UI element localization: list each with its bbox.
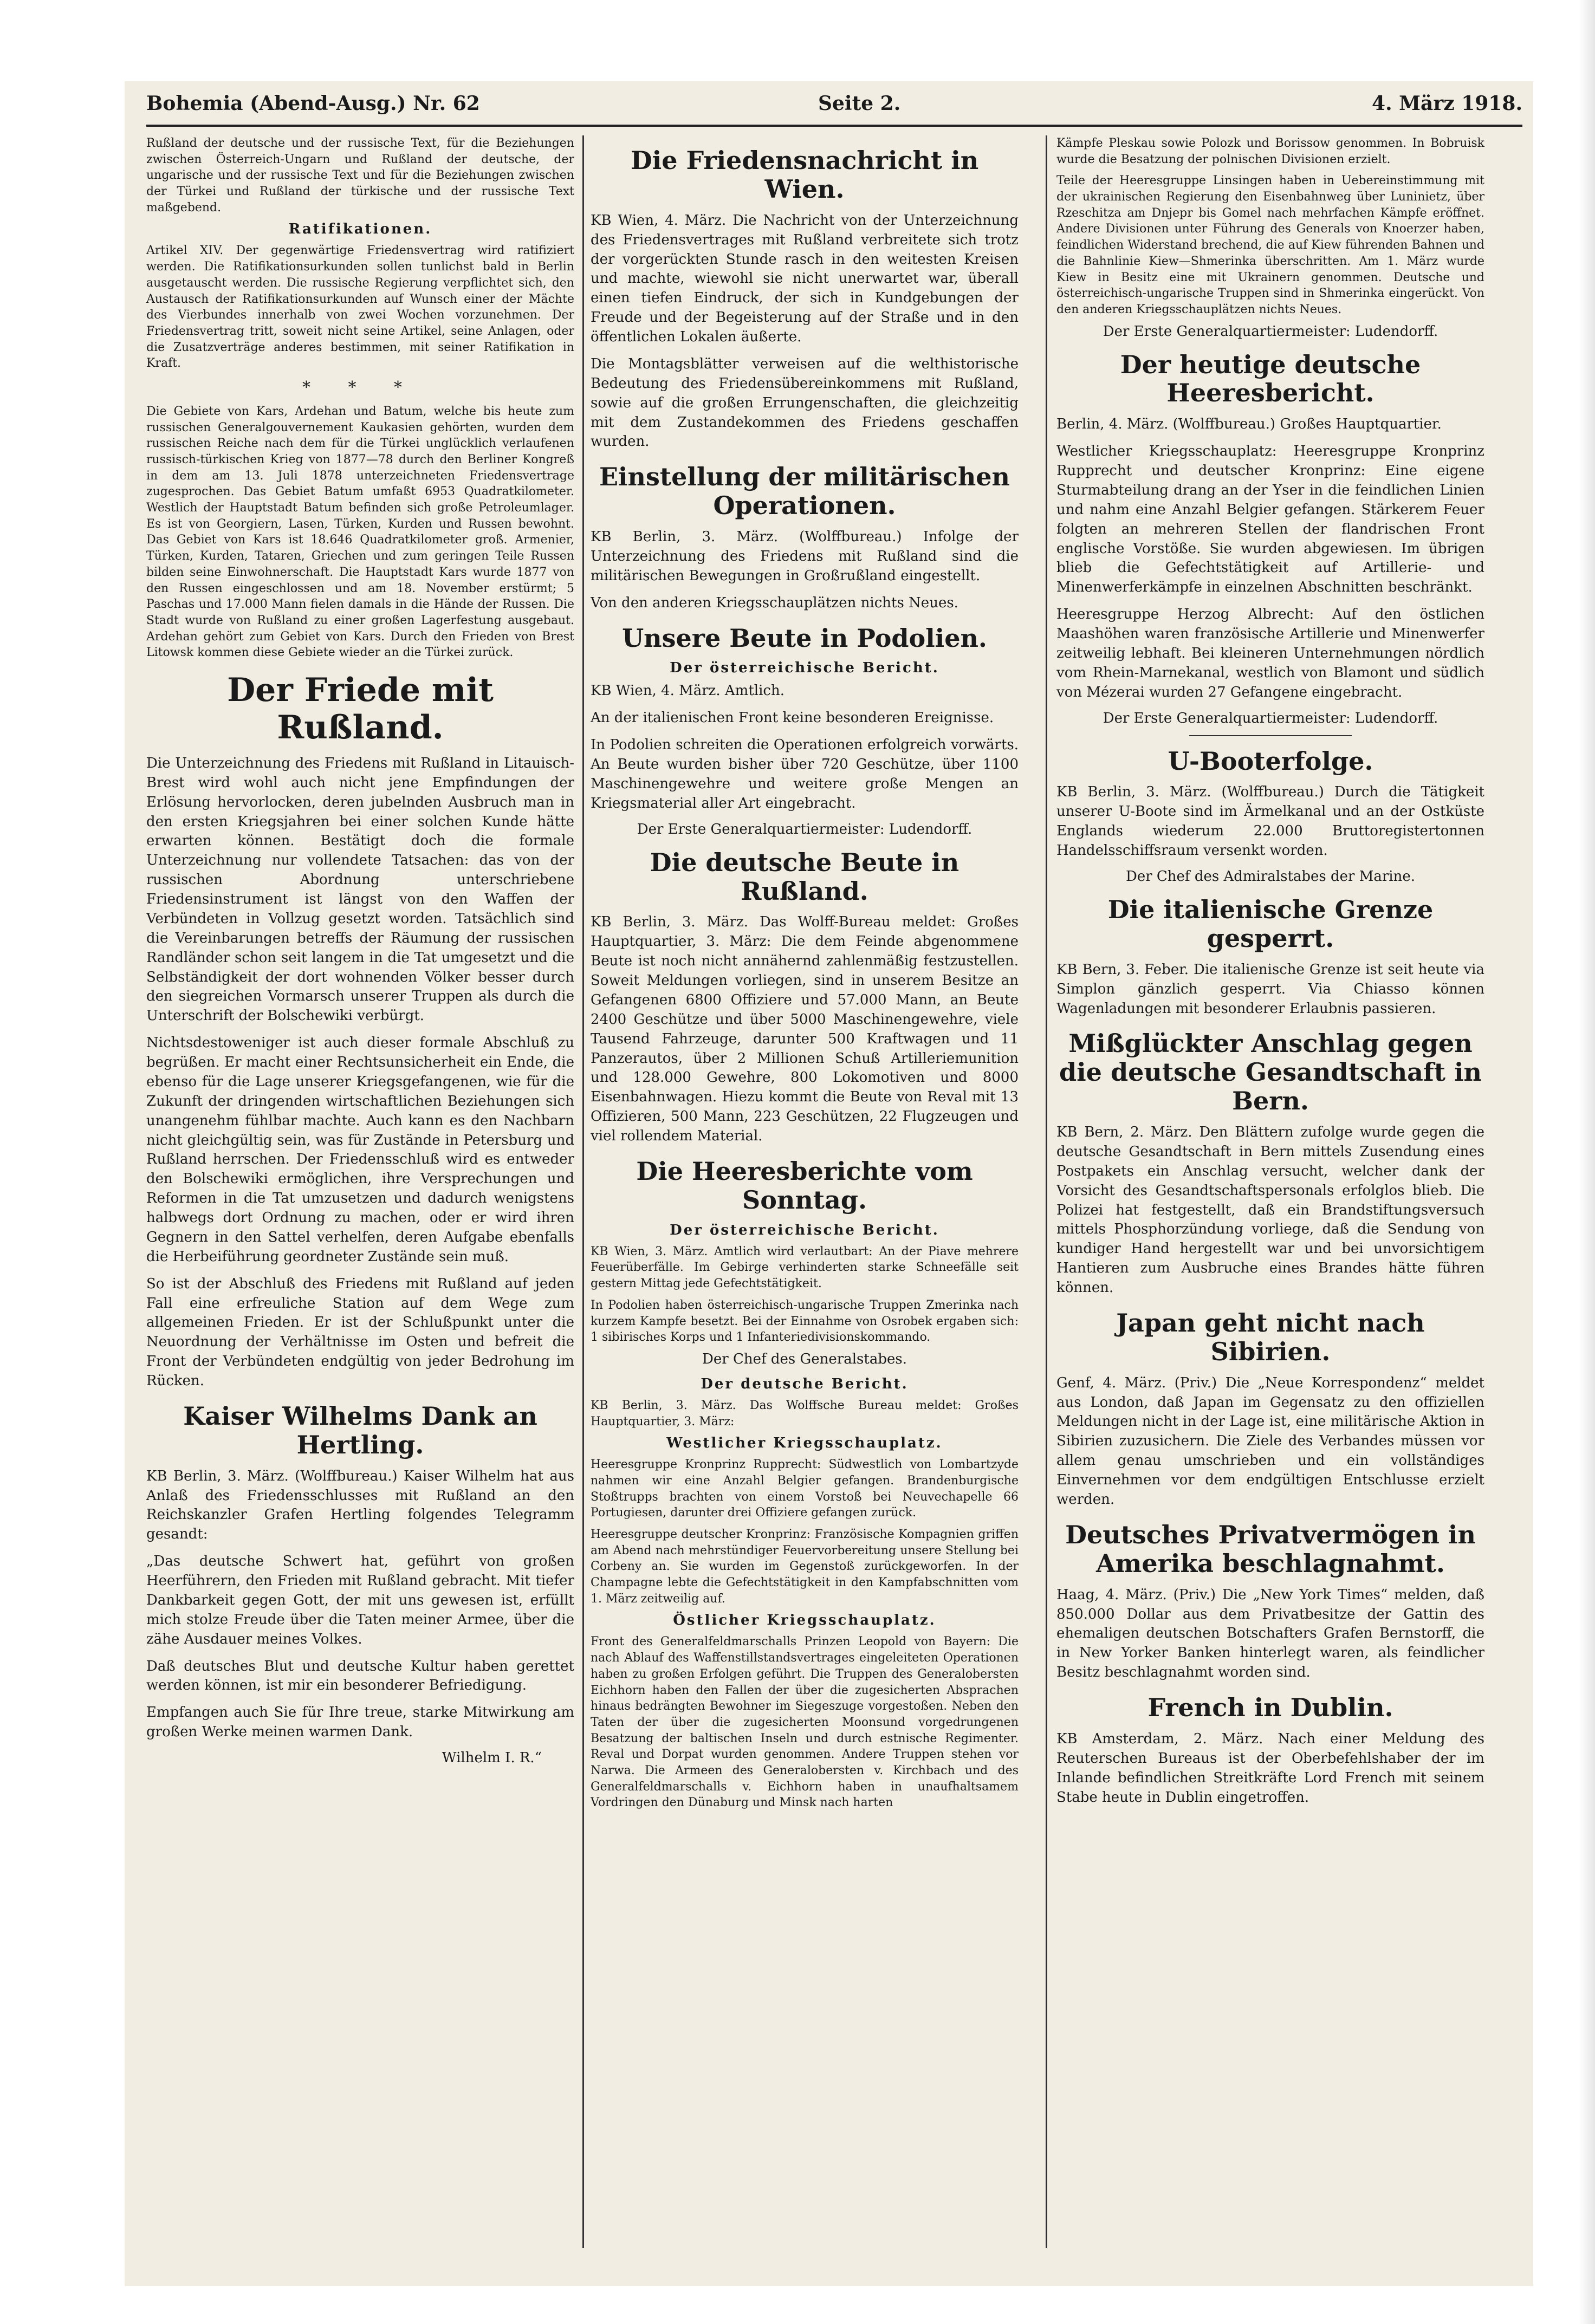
section-subheading: Östlicher Kriegsschauplatz. bbox=[673, 1612, 936, 1629]
article-headline: Mißglückter Anschlag gegen die deutsche Gesandtschaft in Bern. bbox=[1059, 1029, 1482, 1116]
article-text: KB Berlin, 3. März. Das Wolffsche Bureau meldet: Großes Hauptquartier, 3. März: bbox=[591, 1398, 1019, 1429]
section-subheading: Der österreichische Bericht. bbox=[670, 1222, 939, 1238]
signature: Der Erste Generalquartiermeister: Ludendorff. bbox=[1103, 323, 1438, 340]
article-text: Heeresgruppe deutscher Kronprinz: Französische Kompagnien griffen am Abend nach mehrstündiger Feuervorbereitung unsere Stellung bei Corbeny an. Sie wurden im Gegenstoß zurückgeworfen. In der Champagne lebte die Gefechtstätigkeit in den Kampfabschnitten vom 1. März zeitweilig auf. bbox=[591, 1528, 1019, 1606]
article-headline: Die italienische Grenze gesperrt. bbox=[1107, 894, 1434, 953]
issue-date: 4. März 1918. bbox=[1372, 92, 1522, 115]
header-rule bbox=[146, 125, 1522, 127]
article-headline: Der heutige deutsche Heeresbericht. bbox=[1120, 349, 1421, 408]
article-text: KB Amsterdam, 2. März. Nach einer Meldung des Reuterschen Bureaus ist der Oberbefehlshaber der im Inlande befindlichen Streitkräfte Lord French mit seinem Stabe heute in Dublin eingetroffen. bbox=[1056, 1730, 1484, 1806]
scan-edge bbox=[1579, 0, 1595, 2324]
divider bbox=[1189, 735, 1352, 736]
article-text: Artikel XIV. Der gegenwärtige Friedensvertrag wird ratifiziert werden. Die Ratifikationsurkunden sollen tunlichst bald in Berlin ausgetauscht werden. Die russische Regierung verpflichtet sich, den Austausch der Ratifikationsurkunden auf Wunsch einer der Mächte des Vierbundes innerhalb von zwei Wochen vorzunehmen. Der Friedensvertrag tritt, soweit nicht seine Artikel, seine Anlagen, oder die Zusatzverträge anderes bestimmen, mit seiner Ratifikation in Kraft. bbox=[146, 244, 574, 371]
section-subheading: Westlicher Kriegsschauplatz. bbox=[666, 1435, 943, 1452]
page-header bbox=[146, 92, 1522, 119]
article-text: KB Wien, 4. März. Amtlich. bbox=[591, 683, 784, 699]
article-text: Die Unterzeichnung des Friedens mit Rußland in Litauisch-Brest wird wohl auch nicht jene Empfindungen der Erlösung hervorlocken, deren jubelnden Ausbruch man in den ersten Kriegsjahren bei einer solchen Kunde hätte erwarten können. Bestätigt doch die formale Unterzeichnung nur vollendete Tatsachen: das von der russischen Abordnung unterschriebene Friedensinstrument ist längst von den Waffen der Verbündeten in Vollzug gesetzt worden. Tatsächlich sind die Vereinbarungen betreffs der Räumung der russischen Randländer schon seit langem in die Tat umgesetzt und die Selbständigkeit der dort wohnenden Völker besser durch den siegreichen Vormarsch unserer Truppen als durch die Unterschrift der Bolschewiki verbürgt. bbox=[146, 755, 574, 1024]
article-text: Haag, 4. März. (Priv.) Die „New York Times“ melden, daß 850.000 Dollar aus dem Privatbesitze der Gattin des ehemaligen deutschen Botschafters Grafen Bernstorff, die in New Yorker Banken hinterlegt waren, als feindlicher Besitz beschlagnahmt worden sind. bbox=[1056, 1586, 1484, 1681]
article-headline: Einstellung der militärischen Operationen. bbox=[599, 462, 1010, 521]
article-text: KB Bern, 3. Feber. Die italienische Grenze ist seit heute via Simplon gänzlich gesperrt. Via Chiasso können Wagenladungen mit besonderer Erlaubnis passieren. bbox=[1056, 961, 1484, 1017]
column-divider bbox=[582, 135, 584, 2248]
signature: Der Erste Generalquartiermeister: Ludendorff. bbox=[1103, 710, 1438, 726]
article-text: Von den anderen Kriegsschauplätzen nichts Neues. bbox=[591, 594, 958, 611]
article-text: So ist der Abschluß des Friedens mit Rußland auf jeden Fall eine erfreuliche Station auf dem Wege zum allgemeinen Frieden. Er ist der Schlußpunkt unter die Neuordnung der Verhältnisse im Osten und befreit die Front der Verbündeten endgültig von jeder Bedrohung im Rücken. bbox=[146, 1275, 574, 1390]
page-number: Seite 2. bbox=[818, 92, 901, 115]
section-subheading: Der deutsche Bericht. bbox=[701, 1375, 909, 1392]
article-headline: French in Dublin. bbox=[1147, 1693, 1393, 1722]
signature: Der Chef des Generalstabes. bbox=[702, 1351, 907, 1367]
signature: Wilhelm I. R.“ bbox=[442, 1750, 542, 1767]
column-3 bbox=[1056, 135, 1484, 2275]
article-headline: Die deutsche Beute in Rußland. bbox=[650, 847, 959, 906]
article-text: KB Bern, 2. März. Den Blättern zufolge wurde gegen die deutsche Gesandtschaft in Bern mittels Zusendung eines Postpakets ein Anschlag versucht, welcher dank der Vorsicht des Gesandtschaftspersonals erfolglos blieb. Die Polizei hat festgestellt, daß ein Brandstiftungsversuch mittels Phosphorzündung vorliege, daß die Sendung von kundiger Hand hergestellt war und bei unvorsichtigem Hantieren zum Ausbruche eines Brandes hätte führen können. bbox=[1056, 1124, 1484, 1296]
article-text: Teile der Heeresgruppe Linsingen haben in Uebereinstimmung mit der ukrainischen Regierung den Eisenbahnweg über Luninietz, über Rzeschitza am Dnjepr bis Gomel nach mehrfachen Kämpfe eröffnet. Andere Divisionen unter Führung des Generals von Knoerzer haben, feindlichen Widerstand brechend, die auf Kiew führenden Bahnen und die Bahnlinie Kiew—Shmerinka überschritten. Am 1. März wurde Kiew in Besitz eine mit Ukrainern genommen. Deutsche und österreichisch-ungarische Truppen sind in Shmerinka eingerückt. Von den anderen Kriegsschauplätzen nichts Neues. bbox=[1056, 174, 1484, 316]
article-text: „Das deutsche Schwert hat, geführt von großen Heerführern, den Frieden mit Rußland gebracht. Mit tiefer Dankbarkeit gegen Gott, der mit uns gewesen ist, erfüllt mich stolze Freude über die Taten meiner Armee, über die zähe Ausdauer meines Volkes. bbox=[146, 1553, 574, 1647]
article-headline: Die Heeresberichte vom Sonntag. bbox=[636, 1156, 973, 1215]
article-text: Heeresgruppe Kronprinz Rupprecht: Südwestlich von Lombartzyde nahmen wir eine Anzahl Belgier gefangen. Brandenburgische Stoßtrupps brachten von einem Vorstoß bei Neuvechapelle 66 Portugiesen, darunter drei Offiziere gefangen zurück. bbox=[591, 1458, 1019, 1520]
section-subheading: Der österreichische Bericht. bbox=[670, 660, 939, 677]
article-headline: Japan geht nicht nach Sibirien. bbox=[1116, 1308, 1425, 1366]
article-text: KB Berlin, 3. März. (Wolffbureau.) Durch die Tätigkeit unserer U-Boote sind im Ärmelkanal und an der Ostküste Englands wiederum 22.000 Bruttoregistertonnen Handelsschiffsraum versenkt worden. bbox=[1056, 784, 1484, 859]
column-2 bbox=[591, 135, 1019, 2275]
article-text: KB Wien, 4. März. Die Nachricht von der Unterzeichnung des Friedensvertrages mit Rußland verbreitete sich trotz der vorgerückten Stunde rasch in den weitesten Kreisen und machte, wiewohl sie nicht unerwartet war, überall einen tiefen Eindruck, der sich in Kundgebungen der Freude und der Begeisterung auf der Straße und in den öffentlichen Lokalen äußerte. bbox=[591, 212, 1019, 346]
article-headline: Unsere Beute in Podolien. bbox=[622, 623, 987, 653]
article-text: Nichtsdestoweniger ist auch dieser formale Abschluß zu begrüßen. Er macht einer Rechtsunsicherheit ein Ende, die ebenso für die Lage unserer Kriegsgefangenen, wie für die Zukunft der dringenden wirtschaftlichen Beziehungen sich unangenehm fühlbar machte. Auch kann es den Nachbarn nicht gleichgültig sein, was für Zustände in Petersburg und Rußland herrschen. Der Friedensschluß wird es entweder den Bolschewiki ermöglichen, ihre Versprechungen und Reformen in die Tat umzusetzen und dadurch wenigstens halbwegs dort Ordnung zu machen, oder er wird ihren Gegnern in den Sattel verhelfen, deren Aufgabe ebenfalls die Herbeiführung geordneter Zustände sein muß. bbox=[146, 1035, 574, 1265]
article-headline: Kaiser Wilhelms Dank an Hertling. bbox=[183, 1401, 537, 1459]
article-headline: Der Friede mit Rußland. bbox=[227, 671, 494, 746]
article-headline: Deutsches Privatvermögen in Amerika beschlagnahmt. bbox=[1065, 1520, 1476, 1578]
article-text: Berlin, 4. März. (Wolffbureau.) Großes Hauptquartier. bbox=[1056, 416, 1442, 433]
asterisk-separator: * * * bbox=[302, 378, 419, 397]
article-text: Die Montagsblätter verweisen auf die welthistorische Bedeutung des Friedensübereinkommens mit Rußland, sowie auf die großen Errungenschaften, die gleichzeitig mit dem Zustandekommen des Friedens geschaffen wurden. bbox=[591, 355, 1019, 450]
signature: Der Chef des Admiralstabes der Marine. bbox=[1125, 868, 1416, 885]
column-1 bbox=[146, 135, 574, 2275]
article-text: Westlicher Kriegsschauplatz: Heeresgruppe Kronprinz Rupprecht und deutscher Kronprinz: Eine eigene Sturmabteilung drang an der Yser in die feindlichen Linien und nahm eine Anzahl Belgier gefangen. Stärkerem Feuer folgten an mehreren Stellen der flandrischen Front englische Vorstöße. Sie wurden abgewiesen. Im übrigen blieb die Gefechtstätigkeit auf Artillerie- und Minenwerferkämpfe in einzelnen Abschnitten beschränkt. bbox=[1056, 443, 1484, 596]
section-heading: Ratifikationen. bbox=[288, 221, 432, 238]
article-text: Die Gebiete von Kars, Ardehan und Batum, welche bis heute zum russischen Generalgouvernement Kaukasien gehörten, wurden dem russischen Reiche nach dem für die Türkei unglücklich verlaufenen russisch-türkischen Krieg von 1877—78 durch den Berliner Kongreß in dem am 13. Juli 1878 unterzeichneten Friedensvertrage zugesprochen. Das Gebiet Batum umfaßt 6953 Quadratkilometer. Westlich der Hauptstadt Batum befinden sich große Petroleumlager. Es ist von Georgiern, Lasen, Türken, Kurden und Russen bewohnt. Das Gebiet von Kars ist 18.646 Quadratkilometer groß. Armenier, Türken, Kurden, Tataren, Griechen und zum geringen Teile Russen bilden seine Einwohnerschaft. Die Hauptstadt Kars wurde 1877 von den Russen eingeschlossen und am 18. November erstürmt; 5 Paschas und 17.000 Mann fielen damals in die Hände der Russen. Die Stadt wurde von Rußland zu einer großen Lagerfestung ausgebaut. Ardehan gehört zum Gebiet von Kars. Durch den Frieden von Brest Litowsk kommen diese Gebiete wieder an die Türkei zurück. bbox=[146, 404, 574, 660]
signature: Der Erste Generalquartiermeister: Ludendorff. bbox=[637, 821, 972, 838]
article-text: In Podolien schreiten die Operationen erfolgreich vorwärts. An Beute wurden bisher über 720 Geschütze, über 1100 Maschinengewehre und weitere große Mengen an Kriegsmaterial aller Art eingebracht. bbox=[591, 737, 1019, 812]
article-text: KB Berlin, 3. März. (Wolffbureau.) Infolge der Unterzeichnung des Friedens mit Rußland sind die militärischen Bewegungen in Großrußland eingestellt. bbox=[591, 529, 1019, 584]
article-text: Genf, 4. März. (Priv.) Die „Neue Korrespondenz“ meldet aus London, daß Japan im Gegensatz zu den offiziellen Meldungen nicht in der Lage ist, eine militärische Aktion in Sibirien zuzusichern. Die Ziele des Verbandes müssen vor allem genau umschrieben und ein vollständiges Einvernehmen vor dem endgültigen Entschlusse erzielt werden. bbox=[1056, 1374, 1484, 1508]
article-text: Front des Generalfeldmarschalls Prinzen Leopold von Bayern: Die nach Ablauf des Waffenstillstandsvertrages eingeleiteten Operationen haben zu großen Erfolgen geführt. Die Truppen des Generalobersten Eichhorn haben den Fallen der über die zugesicherten Absprachen hinaus bedrängten Bewohner im Siegeszuge vorgestoßen. Neben den Taten der über die zugesicherten Moonsund vorgedrungenen Besatzung der baltischen Inseln und durch estnische Regimenter. Reval und Dorpat wurden genommen. Andere Truppen stehen vor Narwa. Die Armeen des Generalobersten v. Kirchbach und des Generalfeldmarschalls v. Eichhorn haben in unaufhaltsamem Vordringen den Dünaburg und Minsk nach harten bbox=[591, 1635, 1019, 1810]
article-text: Heeresgruppe Herzog Albrecht: Auf den östlichen Maashöhen waren französische Artillerie und Minenwerfer zeitweilig lebhaft. Bei kleineren Unternehmungen nördlich vom Rhein-Marnekanal, westlich von Blamont und südlich von Mézerai wurden 27 Gefangene eingebracht. bbox=[1056, 606, 1484, 700]
article-text: In Podolien haben österreichisch-ungarische Truppen Zmerinka nach kurzem Kampfe besetzt. Bei der Einnahme von Osrobek ergaben sich: 1 sibirisches Korps und 1 Infanteriedivisionskommando. bbox=[591, 1298, 1019, 1345]
article-headline: U-Booterfolge. bbox=[1168, 746, 1373, 776]
article-text: Empfangen auch Sie für Ihre treue, starke Mitwirkung am großen Werke meinen warmen Dank. bbox=[146, 1704, 574, 1741]
article-text: Daß deutsches Blut und deutsche Kultur haben gerettet werden können, ist mir ein besonderer Befriedigung. bbox=[146, 1658, 574, 1694]
article-headline: Die Friedensnachricht in Wien. bbox=[630, 146, 979, 204]
article-text: An der italienischen Front keine besonderen Ereignisse. bbox=[591, 710, 994, 726]
article-text: KB Wien, 3. März. Amtlich wird verlautbart: An der Piave mehrere Feuerüberfälle. Im Gebirge verhinderten starke Schneefälle seit gestern Mittag jede Gefechtstätigkeit. bbox=[591, 1244, 1019, 1291]
newspaper-page bbox=[125, 81, 1533, 2286]
article-text: KB Berlin, 3. März. (Wolffbureau.) Kaiser Wilhelm hat aus Anlaß des Friedensschlusses mit Rußland an den Reichskanzler Grafen Hertling folgendes Telegramm gesandt: bbox=[146, 1468, 574, 1543]
article-text: Kämpfe Pleskau sowie Polozk und Borissow genommen. In Bobruisk wurde die Besatzung der polnischen Divisionen erzielt. bbox=[1056, 137, 1484, 166]
column-divider bbox=[1046, 135, 1047, 2248]
article-text: Rußland der deutsche und der russische Text, für die Beziehungen zwischen Österreich-Ungarn und Rußland der deutsche, der ungarische und der russische Text und für die Beziehungen zwischen der Türkei und Rußland der türkische und der russische Text maßgebend. bbox=[146, 137, 574, 215]
masthead-issue: Bohemia (Abend-Ausg.) Nr. 62 bbox=[146, 92, 480, 115]
article-text: KB Berlin, 3. März. Das Wolff-Bureau meldet: Großes Hauptquartier, 3. März: Die dem Feinde abgenommene Beute ist noch nicht annähernd zahlenmäßig festzustellen. Soweit Meldungen vorliegen, sind in unserem Besitze an Gefangenen 6800 Offiziere und 57.000 Mann, an Beute 2400 Geschütze und über 5000 Maschinengewehre, viele Tausend Fahrzeuge, darunter 500 Kraftwagen und 11 Panzerautos, über 2 Millionen Schuß Artilleriemunition und 128.000 Gewehre, 800 Lokomotiven und 8000 Eisenbahnwagen. Hiezu kommt die Beute von Reval mit 13 Offizieren, 500 Mann, 223 Geschützen, 22 Flugzeugen und viel rollendem Material. bbox=[591, 914, 1019, 1145]
